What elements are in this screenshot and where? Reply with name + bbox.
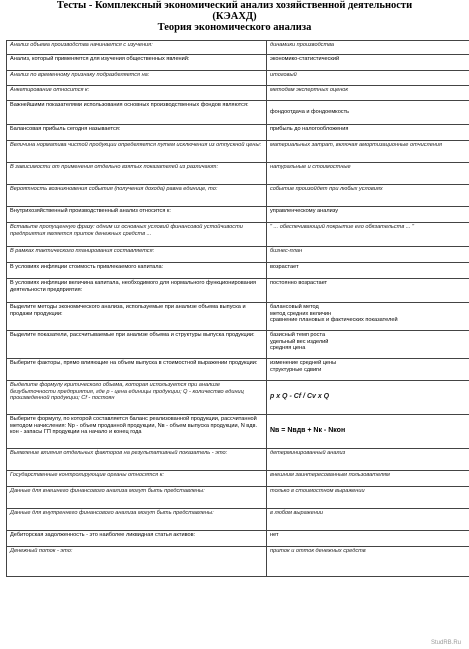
table-row — [7, 415, 469, 449]
answer-cell: динамики производства — [267, 41, 469, 55]
table-row — [7, 223, 469, 247]
table-row — [7, 263, 469, 279]
question-cell: Дебиторская задолженность - это наиболее ликвидная статья активов: — [7, 531, 267, 547]
table-row — [7, 141, 469, 163]
document-header — [0, 0, 469, 33]
answer-cell: методам экспертных оценок — [267, 86, 469, 101]
document-subtitle: (КЭАХД) — [212, 11, 257, 22]
table-row — [7, 303, 469, 331]
answer-cell: приток и отток денежных средств — [267, 547, 469, 577]
table-row — [7, 531, 469, 547]
question-cell: Выделите формулу критического объема, которая используется при анализе безубыточности предприятия, где p - цена единицы продукции; Q - количество единиц произведенной продукции; Cf - постоян — [7, 381, 267, 415]
table-row — [7, 71, 469, 86]
table-row — [7, 279, 469, 303]
table-row — [7, 86, 469, 101]
question-cell: Вставьте пропущенную фразу: одним из основных условий финансовой устойчивости предприятия является приток денежных средств ... — [7, 223, 267, 247]
question-cell: В зависимости от применения отдельно взятых показателей из различают: — [7, 163, 267, 185]
question-cell: Балансовая прибыль сегодня называется: — [7, 125, 267, 141]
question-cell: Вероятность возникновения события (получения дохода) равна единице, то: — [7, 185, 267, 207]
answer-cell: бизнес-план — [267, 247, 469, 263]
question-cell: В условиях инфляции стоимость привлекаемого капитала: — [7, 263, 267, 279]
table-row — [7, 101, 469, 125]
answer-cell: событие произойдет при любых условиях — [267, 185, 469, 207]
question-cell: Данные для внешнего финансового анализа могут быть представлены: — [7, 487, 267, 509]
table-row — [7, 185, 469, 207]
table-row — [7, 359, 469, 381]
table-row — [7, 449, 469, 471]
table-row — [7, 247, 469, 263]
answer-cell: " ... обеспечивающий покрытие его обязательств ... " — [267, 223, 469, 247]
answer-cell: возрастает — [267, 263, 469, 279]
question-cell: Данные для внутреннего финансового анализа могут быть представлены: — [7, 509, 267, 531]
answer-cell: прибыль до налогообложения — [267, 125, 469, 141]
table-row — [7, 41, 469, 55]
question-cell: В рамках тактического планирования составляется: — [7, 247, 267, 263]
table-row — [7, 125, 469, 141]
question-cell: Анкетирование относится к: — [7, 86, 267, 101]
qa-table — [6, 40, 469, 577]
question-cell: Важнейшими показателями использования основных производственных фондов являются: — [7, 101, 267, 125]
answer-cell: детерминированный анализ — [267, 449, 469, 471]
answer-cell: внешним заинтересованным пользователям — [267, 471, 469, 487]
table-row — [7, 509, 469, 531]
question-cell: Выберите формулу, по которой составляется баланс реализованной продукции, рассчитанной методом начисления: Nр - объем проданной продукции, Nв - объем выпуска продукции, N вдв. кон - запасы ГП продукции на начало и конец года — [7, 415, 267, 449]
answer-cell: постоянно возрастает — [267, 279, 469, 303]
table-row — [7, 331, 469, 359]
answer-cell: материальных затрат, включая амортизационные отчисления — [267, 141, 469, 163]
answer-cell: только в стоимостном выражении — [267, 487, 469, 509]
question-cell: Государственные контролирующие органы относятся к: — [7, 471, 267, 487]
answer-cell: управленческому анализу — [267, 207, 469, 223]
question-cell: Выберите факторы, прямо влияющие на объем выпуска в стоимостной выражении продукции: — [7, 359, 267, 381]
table-row — [7, 487, 469, 509]
question-cell: В условиях инфляции величина капитала, необходимого для нормального функционирования деятельности предприятия: — [7, 279, 267, 303]
question-cell: Величина норматива чистой продукции определяется путем исключения из отпускной цены: — [7, 141, 267, 163]
table-row — [7, 471, 469, 487]
answer-cell: балансовый метод метод средних величин сравнение плановых и фактических показателей — [267, 303, 469, 331]
section-title: Теория экономического анализа — [157, 22, 312, 33]
table-row — [7, 163, 469, 185]
document-title: Тесты - Комплексный экономический анализ хозяйственной деятельности — [56, 0, 413, 11]
table-row — [7, 547, 469, 577]
question-cell: Анализ, который применяется для изучения общественных явлений: — [7, 55, 267, 71]
answer-cell: Nв = Nвдв + Nк - Nкон — [267, 415, 469, 449]
answer-cell: базисный темп роста удельный вес изделий средняя цена — [267, 331, 469, 359]
question-cell: Внутрихозяйственный производственный анализ относится к: — [7, 207, 267, 223]
question-cell: Анализ объема производства начинается с изучения: — [7, 41, 267, 55]
answer-cell: в любом выражении — [267, 509, 469, 531]
answer-cell: нет — [267, 531, 469, 547]
answer-cell: фондоотдача и фондоемкость — [267, 101, 469, 125]
table-row — [7, 207, 469, 223]
table-row — [7, 55, 469, 71]
question-cell: Анализ по временному признаку подразделяется на: — [7, 71, 267, 86]
answer-cell: натуральные и стоимостные — [267, 163, 469, 185]
answer-cell: p x Q - Cf / Cv x Q — [267, 381, 469, 415]
question-cell: Выявление влияния отдельных факторов на результативный показатель - это: — [7, 449, 267, 471]
answer-cell: итоговый — [267, 71, 469, 86]
answer-cell: экономико-статистический — [267, 55, 469, 71]
watermark: StudRB.Ru — [430, 640, 461, 646]
answer-cell: изменение средней цены структурные сдвиги — [267, 359, 469, 381]
table-row — [7, 381, 469, 415]
question-cell: Денежный поток - это: — [7, 547, 267, 577]
question-cell: Выделите методы экономического анализа, используемые при анализе объема выпуска и продажи продукции: — [7, 303, 267, 331]
question-cell: Выделите показатели, рассчитываемые при анализе объема и структуры выпуска продукции: — [7, 331, 267, 359]
